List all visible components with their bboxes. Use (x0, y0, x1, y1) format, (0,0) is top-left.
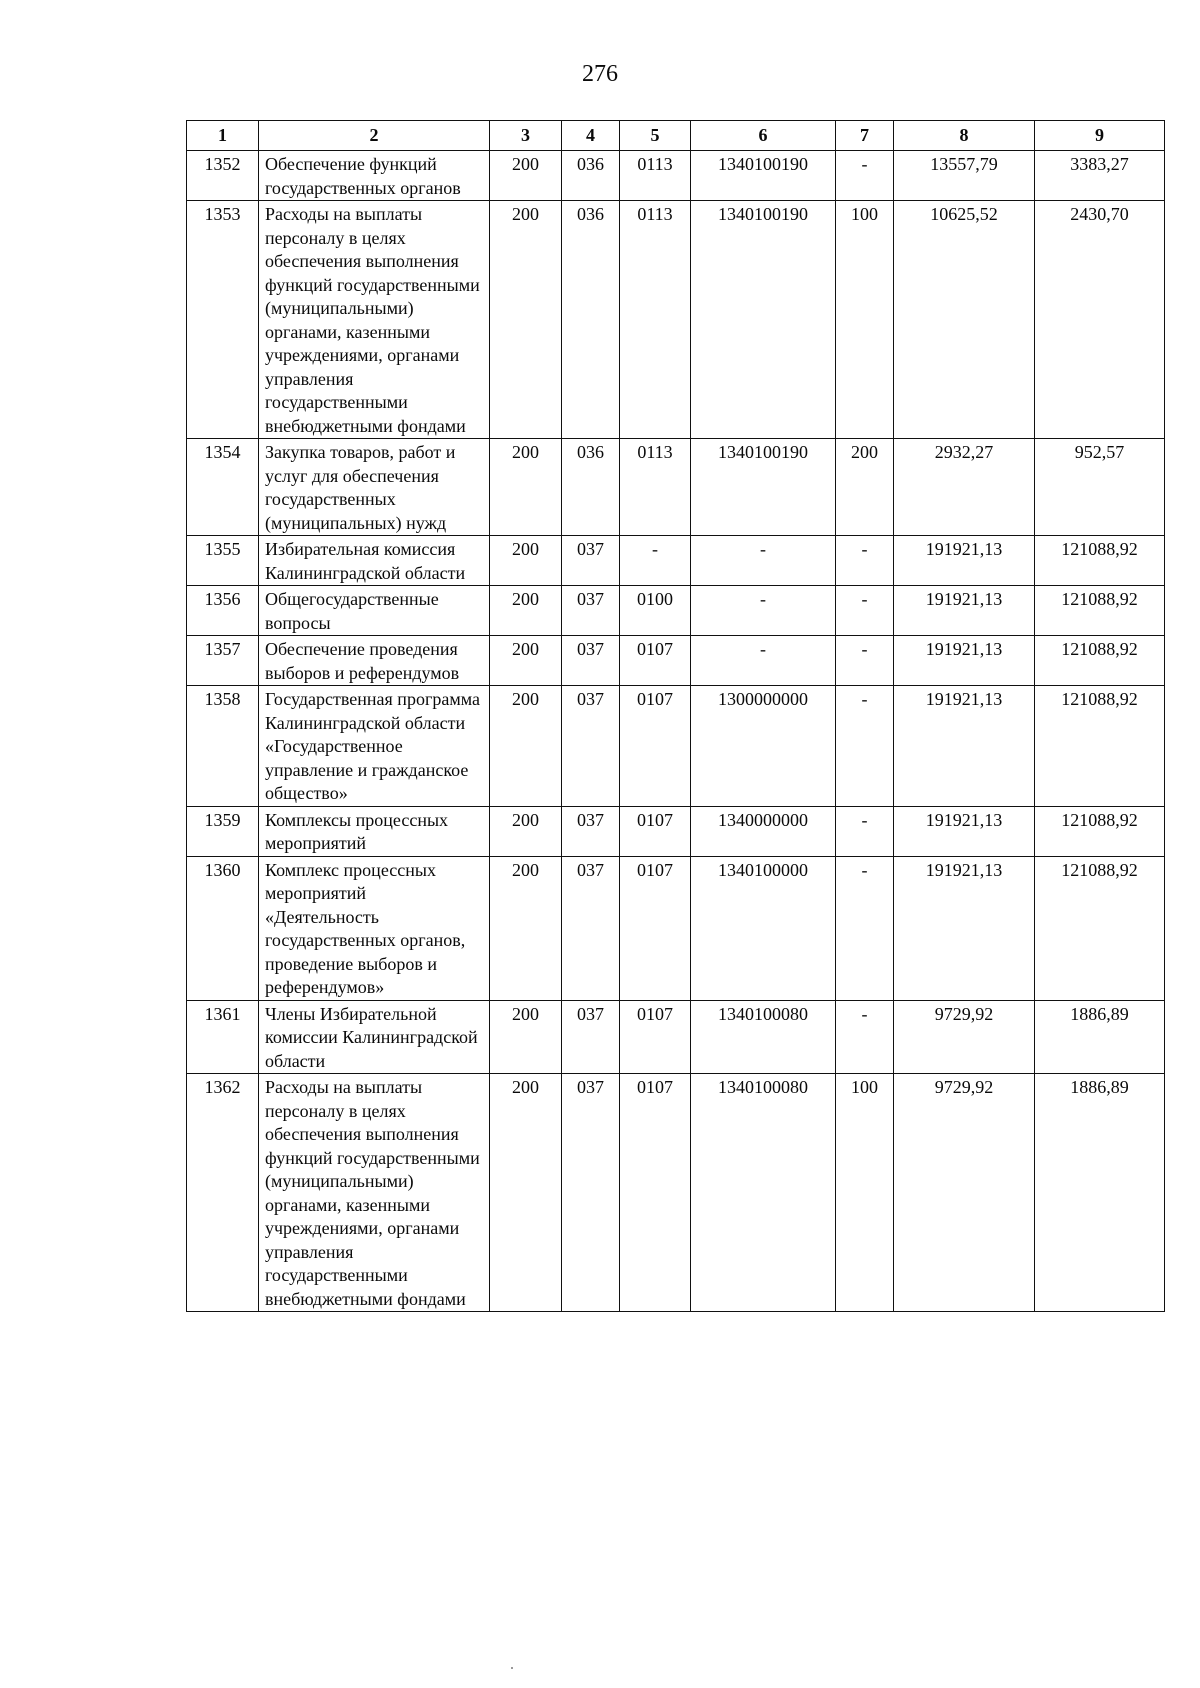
amount-8-cell: 2932,27 (894, 439, 1035, 536)
code-6-cell: - (691, 586, 836, 636)
row-number-cell: 1360 (187, 856, 259, 1000)
amount-9-cell: 121088,92 (1035, 636, 1165, 686)
column-header-4: 4 (562, 121, 620, 151)
amount-9-cell: 2430,70 (1035, 201, 1165, 439)
code-7-cell: - (836, 856, 894, 1000)
code-6-cell: 1340100190 (691, 151, 836, 201)
page-number: 276 (582, 61, 618, 87)
code-7-cell: 100 (836, 1074, 894, 1312)
code-3-cell: 200 (490, 806, 562, 856)
amount-8-cell: 191921,13 (894, 536, 1035, 586)
amount-9-cell: 121088,92 (1035, 586, 1165, 636)
table-row (187, 856, 1165, 1000)
row-number-cell: 1352 (187, 151, 259, 201)
code-4-cell: 037 (562, 536, 620, 586)
row-number-cell: 1362 (187, 1074, 259, 1312)
row-name-cell: Обеспечение функций государственных органов (259, 151, 490, 201)
row-number-cell: 1361 (187, 1000, 259, 1074)
code-7-cell: - (836, 536, 894, 586)
row-name-cell: Комплекс процессных мероприятий «Деятельность государственных органов, проведение выборов и референдумов» (259, 856, 490, 1000)
code-4-cell: 036 (562, 201, 620, 439)
code-6-cell: 1340100080 (691, 1000, 836, 1074)
code-5-cell: 0107 (620, 806, 691, 856)
code-5-cell: 0100 (620, 586, 691, 636)
column-header-5: 5 (620, 121, 691, 151)
code-3-cell: 200 (490, 856, 562, 1000)
table-row (187, 151, 1165, 201)
table-row (187, 1074, 1165, 1312)
code-7-cell: - (836, 636, 894, 686)
row-name-cell: Обеспечение проведения выборов и референдумов (259, 636, 490, 686)
table-body (187, 151, 1165, 1312)
table-row (187, 1000, 1165, 1074)
code-5-cell: 0113 (620, 201, 691, 439)
column-header-3: 3 (490, 121, 562, 151)
table-header-row (187, 121, 1165, 151)
code-7-cell: - (836, 1000, 894, 1074)
code-7-cell: - (836, 151, 894, 201)
amount-9-cell: 952,57 (1035, 439, 1165, 536)
row-number-cell: 1358 (187, 686, 259, 807)
row-name-cell: Избирательная комиссия Калининградской области (259, 536, 490, 586)
column-header-6: 6 (691, 121, 836, 151)
code-7-cell: - (836, 586, 894, 636)
amount-8-cell: 13557,79 (894, 151, 1035, 201)
code-6-cell: - (691, 636, 836, 686)
amount-8-cell: 10625,52 (894, 201, 1035, 439)
code-5-cell: - (620, 536, 691, 586)
column-header-8: 8 (894, 121, 1035, 151)
code-3-cell: 200 (490, 636, 562, 686)
table-row (187, 586, 1165, 636)
amount-9-cell: 121088,92 (1035, 686, 1165, 807)
amount-8-cell: 191921,13 (894, 856, 1035, 1000)
code-6-cell: 1340100190 (691, 439, 836, 536)
row-number-cell: 1356 (187, 586, 259, 636)
row-number-cell: 1357 (187, 636, 259, 686)
code-6-cell: 1340000000 (691, 806, 836, 856)
code-4-cell: 037 (562, 586, 620, 636)
row-name-cell: Государственная программа Калининградской области «Государственное управление и гражданское общество» (259, 686, 490, 807)
column-header-2: 2 (259, 121, 490, 151)
code-3-cell: 200 (490, 1074, 562, 1312)
amount-9-cell: 121088,92 (1035, 856, 1165, 1000)
table-row (187, 201, 1165, 439)
code-6-cell: 1340100080 (691, 1074, 836, 1312)
row-number-cell: 1359 (187, 806, 259, 856)
column-header-1: 1 (187, 121, 259, 151)
table-row (187, 686, 1165, 807)
code-4-cell: 037 (562, 1000, 620, 1074)
amount-9-cell: 1886,89 (1035, 1000, 1165, 1074)
row-number-cell: 1354 (187, 439, 259, 536)
code-3-cell: 200 (490, 536, 562, 586)
code-6-cell: - (691, 536, 836, 586)
row-name-cell: Расходы на выплаты персоналу в целях обеспечения выполнения функций государственными (муниципальными) органами, казенными учреждениями, органами управления государственными внебюджетными фондами (259, 201, 490, 439)
row-number-cell: 1355 (187, 536, 259, 586)
code-4-cell: 036 (562, 151, 620, 201)
code-7-cell: - (836, 806, 894, 856)
code-3-cell: 200 (490, 586, 562, 636)
row-number-cell: 1353 (187, 201, 259, 439)
amount-9-cell: 121088,92 (1035, 536, 1165, 586)
code-5-cell: 0107 (620, 636, 691, 686)
amount-8-cell: 9729,92 (894, 1074, 1035, 1312)
code-7-cell: - (836, 686, 894, 807)
code-4-cell: 037 (562, 636, 620, 686)
code-6-cell: 1340100190 (691, 201, 836, 439)
column-header-9: 9 (1035, 121, 1165, 151)
amount-8-cell: 191921,13 (894, 686, 1035, 807)
table-row (187, 636, 1165, 686)
code-3-cell: 200 (490, 686, 562, 807)
column-header-7: 7 (836, 121, 894, 151)
code-5-cell: 0113 (620, 439, 691, 536)
code-5-cell: 0107 (620, 1000, 691, 1074)
row-name-cell: Расходы на выплаты персоналу в целях обеспечения выполнения функций государственными (муниципальными) органами, казенными учреждениями, органами управления государственными внебюджетными фондами (259, 1074, 490, 1312)
code-6-cell: 1340100000 (691, 856, 836, 1000)
amount-8-cell: 191921,13 (894, 586, 1035, 636)
amount-8-cell: 9729,92 (894, 1000, 1035, 1074)
code-3-cell: 200 (490, 1000, 562, 1074)
table-row (187, 806, 1165, 856)
amount-9-cell: 1886,89 (1035, 1074, 1165, 1312)
code-4-cell: 037 (562, 806, 620, 856)
table-row (187, 439, 1165, 536)
table-row (187, 536, 1165, 586)
row-name-cell: Члены Избирательной комиссии Калининградской области (259, 1000, 490, 1074)
code-3-cell: 200 (490, 439, 562, 536)
code-6-cell: 1300000000 (691, 686, 836, 807)
code-4-cell: 037 (562, 686, 620, 807)
amount-8-cell: 191921,13 (894, 636, 1035, 686)
code-4-cell: 037 (562, 856, 620, 1000)
row-name-cell: Общегосударственные вопросы (259, 586, 490, 636)
code-4-cell: 037 (562, 1074, 620, 1312)
code-5-cell: 0107 (620, 1074, 691, 1312)
code-7-cell: 200 (836, 439, 894, 536)
code-7-cell: 100 (836, 201, 894, 439)
code-3-cell: 200 (490, 201, 562, 439)
row-name-cell: Комплексы процессных мероприятий (259, 806, 490, 856)
amount-8-cell: 191921,13 (894, 806, 1035, 856)
budget-table (186, 120, 1165, 1312)
amount-9-cell: 121088,92 (1035, 806, 1165, 856)
code-4-cell: 036 (562, 439, 620, 536)
row-name-cell: Закупка товаров, работ и услуг для обеспечения государственных (муниципальных) нужд (259, 439, 490, 536)
amount-9-cell: 3383,27 (1035, 151, 1165, 201)
code-5-cell: 0113 (620, 151, 691, 201)
code-5-cell: 0107 (620, 856, 691, 1000)
code-3-cell: 200 (490, 151, 562, 201)
code-5-cell: 0107 (620, 686, 691, 807)
scan-artifact (511, 1667, 513, 1669)
